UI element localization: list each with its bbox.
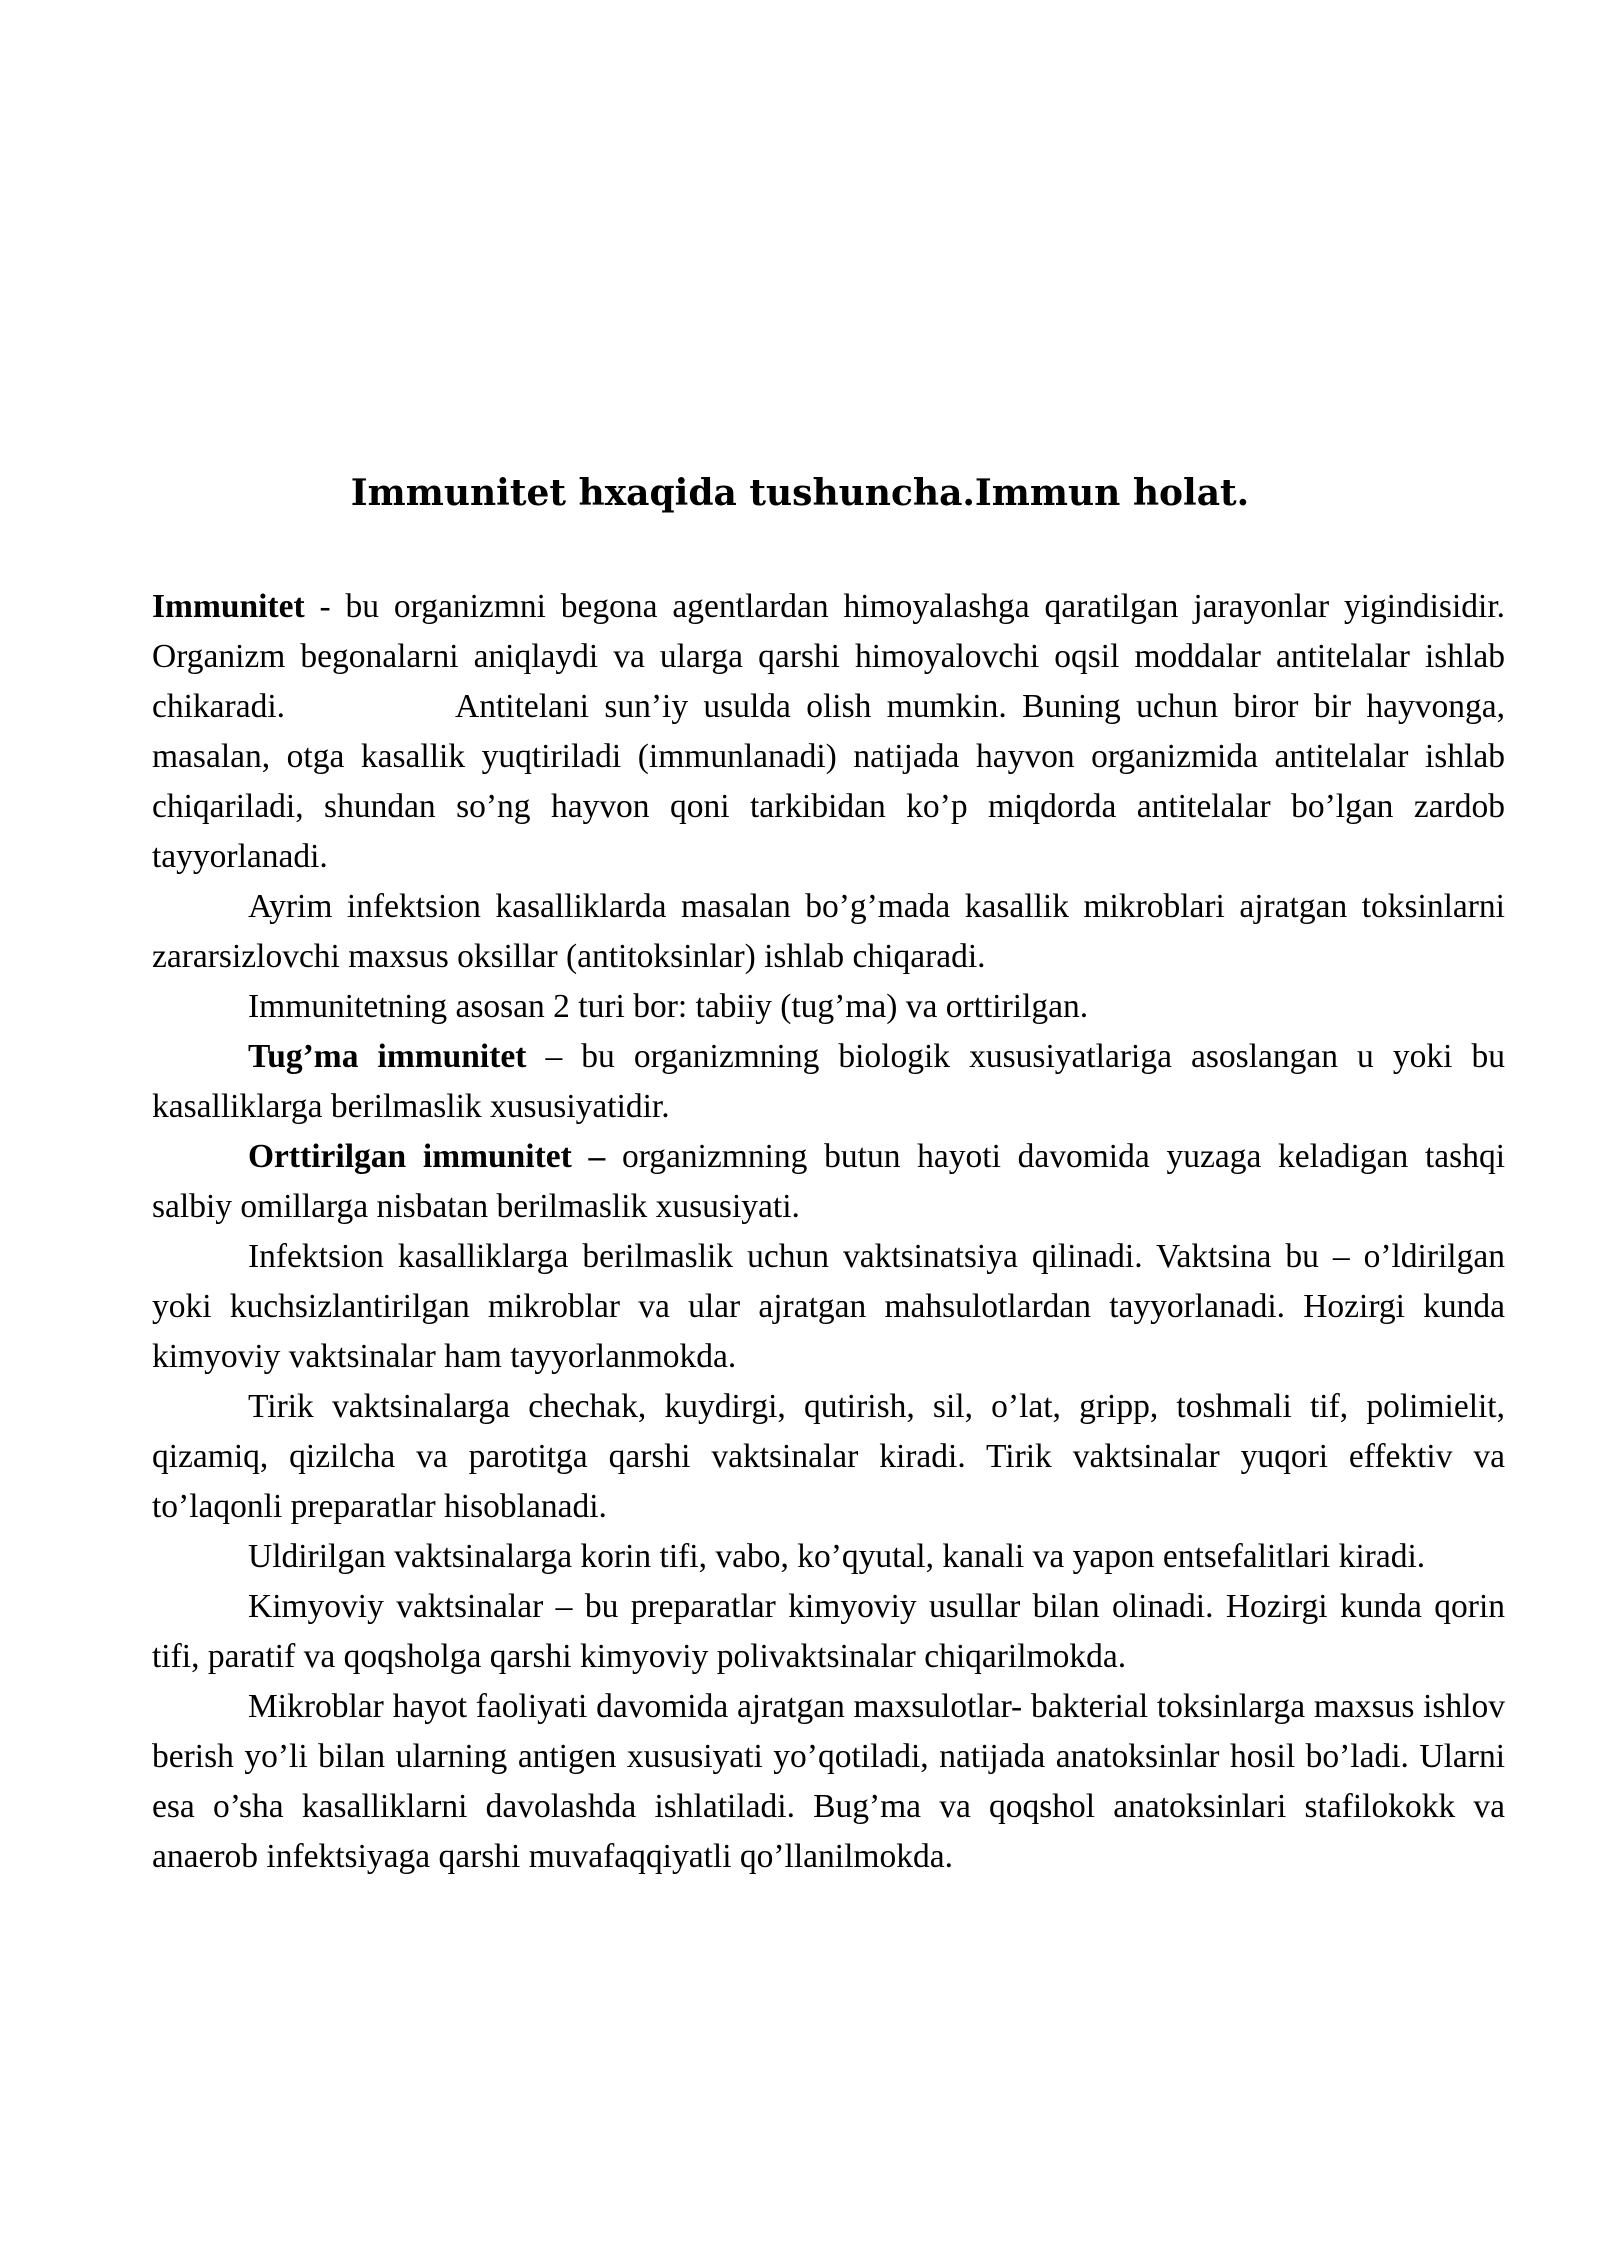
paragraph-antitoxins: Ayrim infektsion kasalliklarda masalan bo’g’mada kasallik mikroblari ajratgan toksinlarni zararsizlovchi maxsus oksillar (antitoksinlar) ishlab chiqaradi. (152, 888, 1505, 975)
term-innate-immunity: Tug’ma immunitet (248, 1038, 527, 1075)
paragraph-vaccination: Infektsion kasalliklarga berilmaslik uchun vaktsinatsiya qilinadi. Vaktsina bu – o’ldirilgan yoki kuchsizlantirilgan mikroblar va ular ajratgan mahsulotlardan tayyorlanadi. Hozirgi kunda kimyoviy vaktsinalar ham tayyorlanmokda. (152, 1238, 1505, 1375)
paragraph-acquired-immunity (152, 1132, 1505, 1232)
paragraph-text: – bu organizmning biologik xususiyatlariga asoslangan u yoki bu kasalliklarga berilmaslik xususiyatidir. (152, 1038, 1505, 1125)
paragraph-innate-immunity (152, 1032, 1505, 1132)
paragraph-immunitet-definition (152, 582, 1505, 882)
paragraph-text: Antitelani sun’iy usulda olish mumkin. Buning uchun biror bir hayvonga, masalan, otga kasallik yuqtiriladi (immunlanadi) natijada hayvon organizmida antitelalar ishlab chiqariladi, shundan so’ng hayvon qoni tarkibidan ko’p miqdorda antitelalar bo’lgan zardob tayyorlanadi. (152, 688, 1505, 875)
paragraph-text: organizmning butun hayoti davomida yuzaga keladigan tashqi salbiy omillarga nisbatan berilmaslik xususiyati. (152, 1138, 1506, 1225)
paragraph-live-vaccines: Tirik vaktsinalarga chechak, kuydirgi, qutirish, sil, o’lat, gripp, toshmali tif, polimielit, qizamiq, qizilcha va parotitga qarshi vaktsinalar kiradi. Tirik vaktsinalar yuqori effektiv va to’laqonli preparatlar hisoblanadi. (152, 1388, 1505, 1525)
paragraph-text: - bu organizmni begona agentlardan himoyalashga qaratilgan jarayonlar yigindisidir. Organizm begonalarni aniqlaydi va ularga qarshi himoyalovchi oqsil moddalar antitelalar ishlab chikaradi. (152, 588, 1505, 725)
document-body (152, 582, 1505, 1882)
paragraph-anatoxins: Mikroblar hayot faoliyati davomida ajratgan maxsulotlar- bakterial toksinlarga maxsus ishlov berish yo’li bilan ularning antigen xususiyati yo’qotiladi, natijada anatoksinlar hosil bo’ladi. Ularni esa o’sha kasalliklarni davolashda ishlatiladi. Bug’ma va qoqshol anatoksinlari stafilokokk va anaerob infektsiyaga qarshi muvafaqqiyatli qo’llanilmokda. (152, 1688, 1505, 1875)
paragraph-immunity-types: Immunitetning asosan 2 turi bor: tabiiy (tug’ma) va orttirilgan. (248, 988, 1089, 1025)
document-title: Immunitet hxaqida tushuncha.Immun holat. (350, 472, 1250, 514)
paragraph-killed-vaccines: Uldirilgan vaktsinalarga korin tifi, vabo, ko’qyutal, kanali va yapon entsefalitlari kiradi. (248, 1538, 1426, 1575)
term-immunitet: Immunitet (152, 588, 305, 625)
term-acquired-immunity: Orttirilgan immunitet – (248, 1138, 606, 1175)
paragraph-chemical-vaccines: Kimyoviy vaktsinalar – bu preparatlar kimyoviy usullar bilan olinadi. Hozirgi kunda qorin tifi, paratif va qoqsholga qarshi kimyoviy polivaktsinalar chiqarilmokda. (152, 1588, 1505, 1675)
